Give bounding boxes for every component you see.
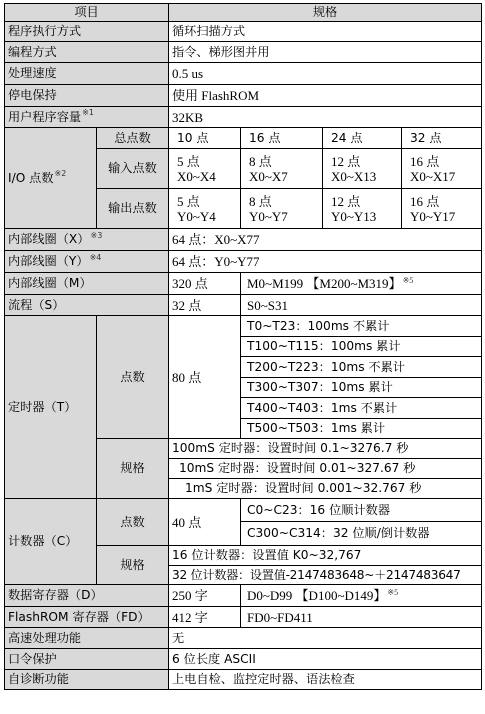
io-output-count-4: 16 点 <box>410 193 440 209</box>
row-self-diag <box>5 670 482 690</box>
timer-spec-label: 规格 <box>97 439 169 499</box>
coil-x-cell <box>5 229 169 251</box>
coil-m-label: 内部线圈（M） <box>5 273 169 295</box>
coil-m-cell <box>241 273 482 295</box>
coil-y-value: 64 点：Y0~Y77 <box>169 251 482 273</box>
row-speed <box>5 63 482 85</box>
timer-spec-2: 10mS 定时器：设置时间 0.01~327.67 秒 <box>169 459 482 479</box>
io-output-count-3: 12 点 <box>331 193 361 209</box>
hs-func-value: 无 <box>169 628 482 649</box>
flow-label: 流程（S） <box>5 295 169 316</box>
counter-item-2: C300~C314：32 位顺/倒计数器 <box>241 522 482 546</box>
prog-mode-label: 编程方式 <box>5 42 169 63</box>
counter-points-label: 点数 <box>97 499 169 546</box>
io-total-4: 32 点 <box>402 128 482 149</box>
row-coil-y <box>5 251 482 273</box>
io-output-1 <box>169 189 241 229</box>
io-output-count-2: 8 点 <box>249 193 272 209</box>
io-output-range-2: Y0~Y7 <box>249 208 288 224</box>
row-counter-1 <box>5 499 482 522</box>
io-output-3 <box>323 189 402 229</box>
timer-label: 定时器（T） <box>5 316 97 499</box>
row-coil-x <box>5 229 482 251</box>
exec-mode-label: 程序执行方式 <box>5 22 169 42</box>
data-reg-label: 数据寄存器（D） <box>5 585 169 607</box>
coil-x-note: ※3 <box>90 230 103 240</box>
coil-m-count: 320 点 <box>169 273 241 295</box>
user-capacity-cell <box>5 107 169 128</box>
row-prog-mode <box>5 42 482 63</box>
coil-x-value: 64 点：X0~X77 <box>169 229 482 251</box>
flash-reg-value: FD0~FD411 <box>241 607 482 628</box>
io-input-count-1: 5 点 <box>177 153 200 169</box>
counter-label: 计数器（C） <box>5 499 97 585</box>
io-output-count-1: 5 点 <box>177 193 200 209</box>
row-coil-m <box>5 273 482 295</box>
password-label: 口令保护 <box>5 649 169 670</box>
io-input-count-3: 12 点 <box>331 153 361 169</box>
flow-count: 32 点 <box>169 295 241 316</box>
timer-item-5: T400~T403：1ms 不累计 <box>241 398 482 419</box>
coil-x-label: 内部线圈（X） <box>8 232 90 246</box>
io-input-range-2: X0~X7 <box>249 168 288 184</box>
user-capacity-value: 32KB <box>169 107 482 128</box>
prog-mode-value: 指令、梯形图并用 <box>169 42 482 63</box>
timer-item-1: T0~T23：100ms 不累计 <box>241 316 482 337</box>
timer-item-4: T300~T307：10ms 累计 <box>241 378 482 398</box>
header-row <box>5 4 482 22</box>
io-output-2 <box>241 189 323 229</box>
timer-item-3: T200~T223：10ms 不累计 <box>241 357 482 378</box>
user-capacity-note: ※1 <box>82 108 94 118</box>
row-password <box>5 649 482 670</box>
power-hold-label: 停电保持 <box>5 85 169 107</box>
io-total-2: 16 点 <box>241 128 323 149</box>
coil-m-note: ※5 <box>402 275 414 285</box>
counter-spec-1: 16 位计数器：设置值 K0~32,767 <box>169 546 482 566</box>
flash-reg-count: 412 字 <box>169 607 241 628</box>
timer-points-label: 点数 <box>97 316 169 439</box>
data-reg-note: ※5 <box>387 587 399 597</box>
timer-spec-3: 1mS 定时器：设置时间 0.001~32.767 秒 <box>169 479 482 499</box>
row-data-reg <box>5 585 482 607</box>
counter-spec-label: 规格 <box>97 546 169 585</box>
io-note: ※2 <box>54 169 67 179</box>
data-reg-count: 250 字 <box>169 585 241 607</box>
flash-reg-label: FlashROM 寄存器（FD） <box>5 607 169 628</box>
timer-spec-1: 100mS 定时器：设置时间 0.1~3276.7 秒 <box>169 439 482 459</box>
speed-value: 0.5 us <box>169 63 482 85</box>
timer-item-2: T100~T115：100ms 累计 <box>241 337 482 357</box>
counter-count: 40 点 <box>169 499 241 546</box>
power-hold-value: 使用 FlashROM <box>169 85 482 107</box>
io-input-label: 输入点数 <box>97 149 169 189</box>
data-reg-value: D0~D99 【D100~D149】 <box>247 588 387 603</box>
row-hs-func <box>5 628 482 649</box>
coil-y-cell <box>5 251 169 273</box>
user-capacity-label: 用户程序容量 <box>8 109 82 124</box>
io-input-range-3: X0~X13 <box>331 168 377 184</box>
row-power-hold <box>5 85 482 107</box>
io-input-range-4: X0~X17 <box>410 168 456 184</box>
io-output-label: 输出点数 <box>97 189 169 229</box>
timer-item-6: T500~T503：1ms 累计 <box>241 419 482 439</box>
io-input-count-4: 16 点 <box>410 153 440 169</box>
data-reg-cell <box>241 585 482 607</box>
io-total-3: 24 点 <box>323 128 402 149</box>
io-output-range-1: Y0~Y4 <box>177 208 216 224</box>
hs-func-label: 高速处理功能 <box>5 628 169 649</box>
counter-item-1: C0~C23：16 位顺计数器 <box>241 499 482 522</box>
row-exec-mode <box>5 22 482 42</box>
io-output-4 <box>402 189 482 229</box>
header-item: 项目 <box>5 4 169 22</box>
coil-m-value: M0~M199 【M200~M319】 <box>247 276 402 291</box>
header-spec: 规格 <box>169 4 482 22</box>
io-input-1 <box>169 149 241 189</box>
io-input-range-1: X0~X4 <box>177 168 216 184</box>
io-output-range-4: Y0~Y17 <box>410 208 456 224</box>
io-total-1: 10 点 <box>169 128 241 149</box>
io-output-range-3: Y0~Y13 <box>331 208 377 224</box>
self-diag-label: 自诊断功能 <box>5 670 169 690</box>
coil-y-note: ※4 <box>89 252 102 262</box>
counter-spec-2: 32 位计数器：设置值-2147483648~＋2147483647 <box>169 566 482 585</box>
coil-y-label: 内部线圈（Y） <box>8 254 89 268</box>
io-input-count-2: 8 点 <box>249 153 272 169</box>
spec-table <box>4 3 482 690</box>
exec-mode-value: 循环扫描方式 <box>169 22 482 42</box>
row-flash-reg <box>5 607 482 628</box>
timer-count: 80 点 <box>169 316 241 439</box>
io-cell <box>5 128 97 229</box>
row-flow <box>5 295 482 316</box>
io-total-label: 总点数 <box>97 128 169 149</box>
io-input-2 <box>241 149 323 189</box>
row-user-capacity <box>5 107 482 128</box>
flow-value: S0~S31 <box>241 295 482 316</box>
io-input-4 <box>402 149 482 189</box>
row-timer-1 <box>5 316 482 337</box>
io-label: I/O 点数 <box>8 170 54 185</box>
speed-label: 处理速度 <box>5 63 169 85</box>
self-diag-value: 上电自检、监控定时器、语法检查 <box>169 670 482 690</box>
row-io-total <box>5 128 482 149</box>
password-value: 6 位长度 ASCII <box>169 649 482 670</box>
io-input-3 <box>323 149 402 189</box>
